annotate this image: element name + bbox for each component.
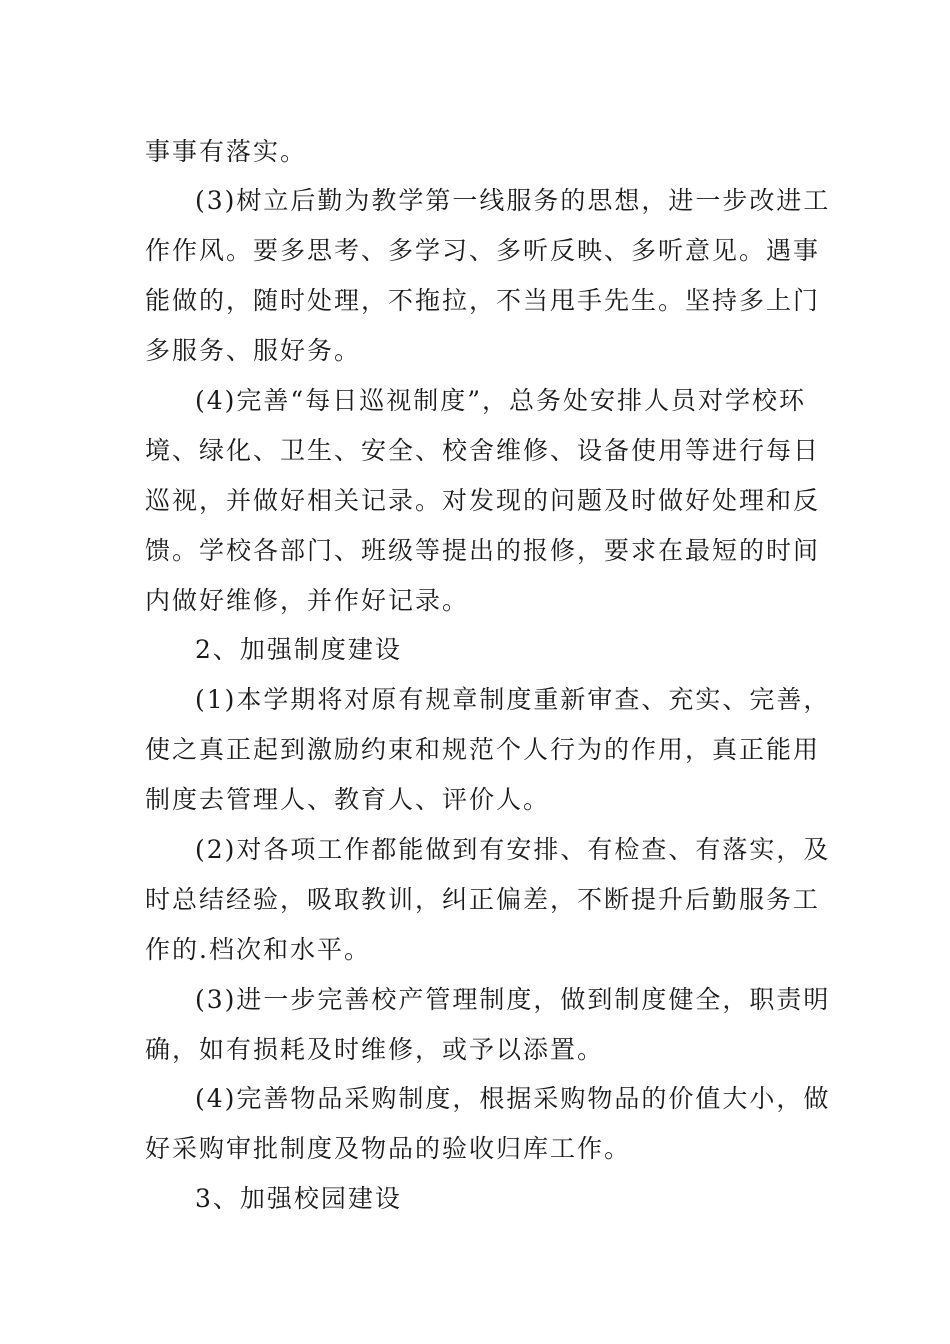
text-line: 制度去管理人、教育人、评价人。 — [145, 785, 551, 814]
text-line: (4)完善物品采购制度，根据采购物品的价值大小，做 — [195, 1084, 831, 1113]
text-line: 馈。学校各部门、班级等提出的报修，要求在最短的时间 — [145, 536, 821, 565]
section-heading: 2、加强制度建设 — [195, 635, 402, 664]
text-line: 作的.档次和水平。 — [145, 935, 371, 964]
text-line: 使之真正起到激励约束和规范个人行为的作用，真正能用 — [145, 735, 821, 764]
text-line: 境、绿化、卫生、安全、校舍维修、设备使用等进行每日 — [145, 436, 821, 465]
text-line: 巡视，并做好相关记录。对发现的问题及时做好处理和反 — [145, 486, 821, 515]
text-line: (3)树立后勤为教学第一线服务的思想，进一步改进工 — [195, 186, 831, 215]
text-line: 内做好维修，并作好记录。 — [145, 586, 470, 615]
text-line: 能做的，随时处理，不拖拉，不当甩手先生。坚持多上门 — [145, 286, 821, 315]
text-line: (4)完善“每日巡视制度”，总务处安排人员对学校环 — [195, 386, 806, 415]
section-heading: 3、加强校园建设 — [195, 1184, 402, 1213]
text-line: (3)进一步完善校产管理制度，做到制度健全，职责明 — [195, 985, 831, 1014]
text-line: 时总结经验，吸取教训，纠正偏差，不断提升后勤服务工 — [145, 885, 821, 914]
text-line: 作作风。要多思考、多学习、多听反映、多听意见。遇事 — [145, 236, 821, 265]
text-line: 事事有落实。 — [145, 137, 308, 166]
text-line: 好采购审批制度及物品的验收归库工作。 — [145, 1134, 632, 1163]
text-line: (1)本学期将对原有规章制度重新审查、充实、完善， — [195, 685, 831, 714]
text-line: (2)对各项工作都能做到有安排、有检查、有落实，及 — [195, 835, 831, 864]
text-line: 多服务、服好务。 — [145, 336, 362, 365]
text-line: 确，如有损耗及时维修，或予以添置。 — [145, 1035, 605, 1064]
